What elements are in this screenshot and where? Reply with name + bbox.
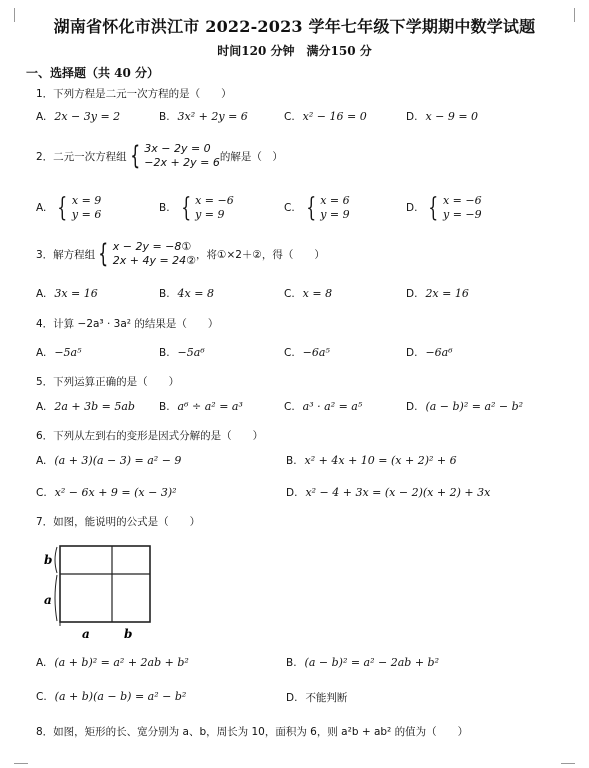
exam-time-score: 时间120 分钟 满分150 分 [217, 44, 372, 58]
option-text: a⁶ ÷ a² = a³ [177, 400, 243, 413]
question-3-options [36, 287, 566, 303]
option-text: (a − b)² = a² − 2ab + b² [304, 656, 439, 669]
stem-text: ，将①×2＋②，得（ ） [196, 248, 325, 261]
option-label: C. [284, 202, 295, 214]
option-text: 4x = 8 [177, 287, 214, 300]
question-2-stem [36, 142, 283, 170]
option-text: (a + 3)(a − 3) = a² − 9 [54, 454, 182, 467]
option-c[interactable] [284, 400, 362, 413]
option-label: A. [36, 111, 47, 123]
option-text: x² − 16 = 0 [302, 110, 367, 123]
option-b[interactable] [159, 110, 248, 123]
question-1-stem: 1．下列方程是二元一次方程的是（ ） [36, 88, 232, 100]
option-text: x² + 4x + 10 = (x + 2)² + 6 [304, 454, 457, 467]
question-6-stem: 6．下列从左到右的变形是因式分解的是（ ） [36, 430, 264, 442]
option-d[interactable] [286, 486, 490, 499]
question-8-stem: 8．如图，矩形的长、宽分别为 a、b，周长为 10，面积为 6，则 a²b + ab² 的值为（ ） [36, 726, 469, 738]
option-text: 3x = 16 [54, 287, 98, 300]
question-7-stem: 7．如图，能说明的公式是（ ） [36, 516, 201, 528]
option-d[interactable] [406, 400, 523, 413]
equation: 2x + 4y = 24② [112, 254, 197, 267]
option-label: B. [159, 111, 170, 123]
option-a[interactable] [36, 400, 135, 413]
option-c[interactable] [36, 486, 177, 499]
page-title: 湖南省怀化市洪江市 2022-2023 学年七年级下学期期中数学试题 [53, 17, 536, 36]
question-6-options-row2 [36, 486, 566, 502]
equation-system: { 3x − 2y = 0 −2x + 2y = 6 [129, 141, 220, 171]
equation: −2x + 2y = 6 [144, 156, 220, 169]
option-label: D. [406, 111, 418, 123]
option-text: −5a⁶ [177, 346, 205, 359]
equation: x = 9 [71, 194, 102, 207]
option-c[interactable] [284, 346, 330, 359]
option-text: −6a⁵ [302, 346, 330, 359]
option-label: C. [284, 347, 295, 359]
option-label: C. [36, 487, 47, 499]
section-heading: 一、选择题（共 40 分） [26, 66, 160, 80]
equation: y = −9 [442, 208, 482, 221]
figure-label: a [44, 593, 52, 607]
equation: 3x − 2y = 0 [144, 142, 211, 155]
question-5-stem: 5．下列运算正确的是（ ） [36, 376, 180, 388]
option-c[interactable]: C. { x = 6 y = 9 [284, 193, 350, 223]
equation: y = 6 [71, 208, 102, 221]
option-d[interactable] [406, 346, 453, 359]
stem-text: 2．二元一次方程组 [36, 150, 127, 163]
equation-system: { x − 2y = −8① 2x + 4y = 24② [98, 239, 197, 269]
figure-label: b [44, 553, 53, 567]
page-corner-mark [14, 749, 28, 764]
option-text: (a + b)² = a² + 2ab + b² [54, 656, 189, 669]
option-label: C. [284, 288, 295, 300]
option-label: C. [284, 401, 295, 413]
question-7-options-row1 [36, 656, 566, 672]
option-label: A. [36, 347, 47, 359]
option-d[interactable] [406, 110, 478, 123]
option-label: D. [406, 202, 418, 214]
option-text: (a + b)(a − b) = a² − b² [54, 690, 187, 703]
option-text: 2x − 3y = 2 [54, 110, 121, 123]
question-1-options [36, 110, 566, 126]
option-text: 2x = 16 [425, 287, 469, 300]
option-b[interactable] [286, 656, 439, 669]
question-4-stem: 4．计算 −2a³ · 3a² 的结果是（ ） [36, 318, 219, 330]
option-a[interactable] [36, 656, 189, 669]
option-c[interactable] [284, 110, 367, 123]
option-label: D. [286, 487, 298, 499]
option-d[interactable] [286, 690, 347, 705]
option-c[interactable] [284, 287, 332, 300]
option-a[interactable] [36, 287, 98, 300]
stem-text: 的解是（ ） [219, 150, 283, 163]
option-c[interactable] [36, 690, 186, 703]
option-b[interactable]: B. { x = −6 y = 9 [159, 193, 234, 223]
option-text: a³ · a² = a⁵ [302, 400, 363, 413]
question-3-stem [36, 240, 325, 268]
option-label: B. [286, 455, 297, 467]
option-label: A. [36, 202, 47, 214]
option-label: D. [406, 347, 418, 359]
option-b[interactable] [159, 400, 243, 413]
figure-label: b [124, 627, 133, 641]
question-7-options-row2 [36, 690, 566, 706]
option-text: x² − 6x + 9 = (x − 3)² [54, 486, 177, 499]
option-b[interactable] [159, 346, 205, 359]
option-label: B. [159, 202, 170, 214]
option-text: 3x² + 2y = 6 [177, 110, 248, 123]
option-label: D. [406, 401, 418, 413]
option-a[interactable] [36, 454, 181, 467]
square-area-figure [38, 542, 158, 642]
option-label: A. [36, 401, 47, 413]
question-2-options [36, 194, 566, 226]
option-b[interactable] [286, 454, 457, 467]
equation: y = 9 [320, 208, 350, 221]
option-text: (a − b)² = a² − b² [425, 400, 524, 413]
option-label: C. [36, 691, 47, 703]
option-d[interactable] [406, 287, 469, 300]
option-label: D. [286, 692, 298, 704]
option-a[interactable] [36, 346, 82, 359]
option-text: −6a⁶ [425, 346, 453, 359]
equation: x = −6 [442, 194, 482, 207]
equation: y = 9 [195, 208, 225, 221]
option-text: x − 9 = 0 [425, 110, 479, 123]
page-corner-mark [561, 749, 575, 764]
option-label: A. [36, 288, 47, 300]
equation: x − 2y = −8① [112, 240, 192, 253]
option-label: A. [36, 657, 47, 669]
option-text: −5a⁵ [54, 346, 82, 359]
option-label: B. [286, 657, 297, 669]
option-d[interactable]: D. { x = −6 y = −9 [406, 193, 482, 223]
option-a[interactable] [36, 110, 120, 123]
figure-label: a [82, 627, 90, 641]
equation: x = 6 [320, 194, 350, 207]
question-4-options [36, 346, 566, 362]
option-label: C. [284, 111, 295, 123]
option-text: x² − 4 + 3x = (x − 2)(x + 2) + 3x [305, 486, 491, 499]
option-text: x = 8 [302, 287, 333, 300]
question-5-options [36, 400, 566, 416]
option-label: D. [406, 288, 418, 300]
option-b[interactable] [159, 287, 214, 300]
stem-text: 3．解方程组 [36, 248, 96, 261]
equation: x = −6 [195, 194, 234, 207]
question-6-options-row1 [36, 454, 566, 470]
option-label: B. [159, 401, 170, 413]
option-a[interactable]: A. { x = 9 y = 6 [36, 193, 102, 223]
option-text: 2a + 3b = 5ab [54, 400, 135, 413]
option-label: A. [36, 455, 47, 467]
option-text: 不能判断 [305, 692, 348, 704]
option-label: B. [159, 288, 170, 300]
option-label: B. [159, 347, 170, 359]
